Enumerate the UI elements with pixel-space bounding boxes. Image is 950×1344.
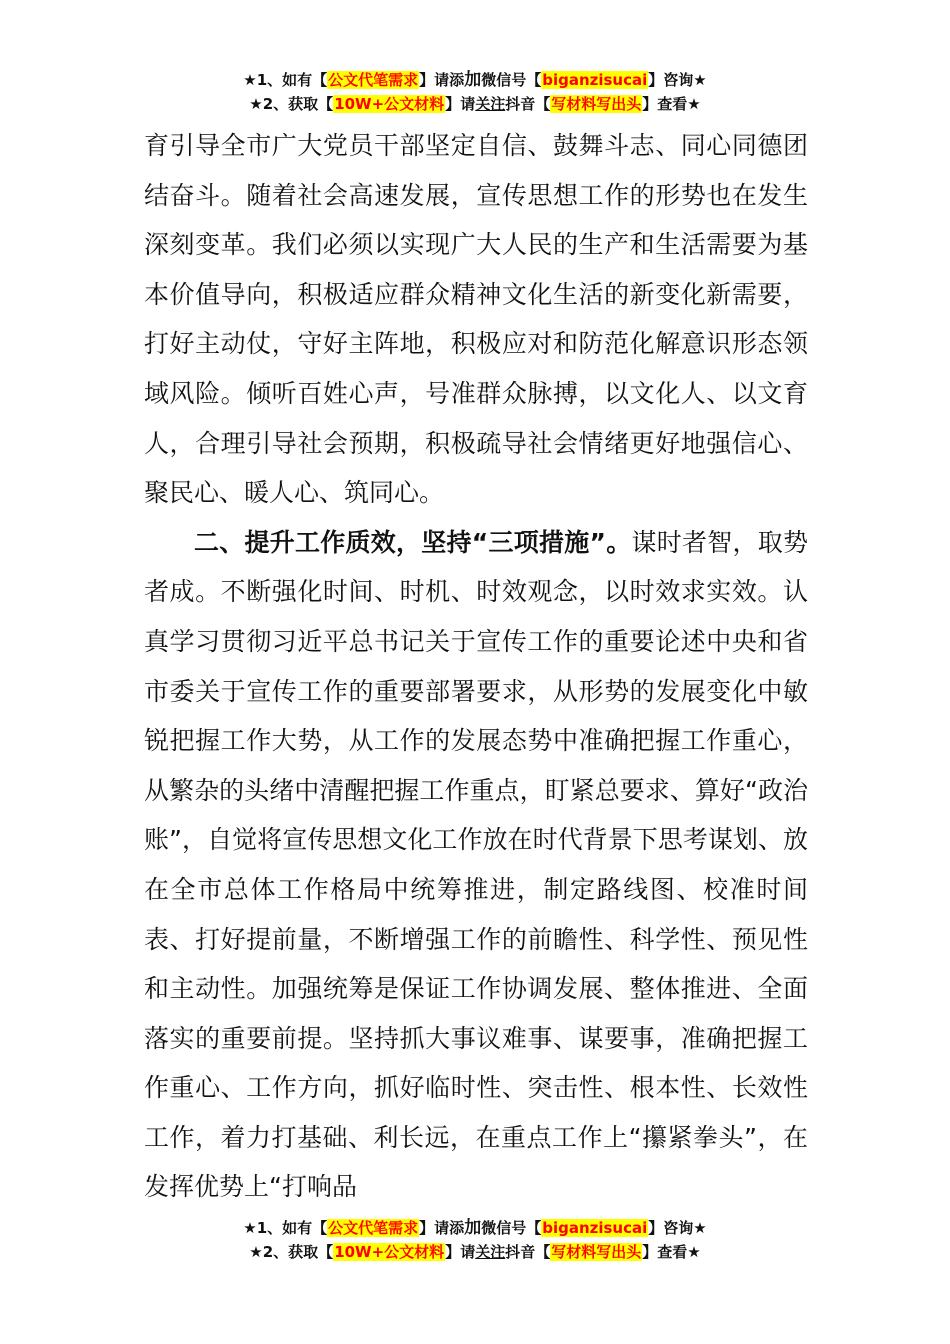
header-line-2-prefix: ★2、获取【 <box>249 95 334 113</box>
header-line-2-emph: 关注 <box>475 95 506 113</box>
header-line-1-mid1: 】请添 <box>419 71 465 89</box>
footer-highlight-service: 公文代笔需求 <box>328 1219 419 1237</box>
footer-line-1-prefix: ★1、如有【 <box>243 1219 328 1237</box>
footer-line-1-mid1: 】请添 <box>419 1219 465 1237</box>
header-line-1 <box>0 68 950 92</box>
footer-line-2 <box>0 1240 950 1264</box>
document-body <box>144 121 808 1212</box>
footer-line-2-emph: 关注 <box>475 1243 506 1261</box>
header-line-1-suffix: 】咨询★ <box>648 71 707 89</box>
header-line-2-mid1: 】请 <box>445 95 476 113</box>
header-highlight-wechat-id: biganzisucai <box>542 71 648 89</box>
paragraph-2-text: 谋时者智，取势者成。不断强化时间、时机、时效观念，以时效求实效。认真学习贯彻习近平总书记关于宣传工作的重要论述中央和省市委关于宣传工作的重要部署要求，从形势的发展变化中敏锐把握工作大势，从工作的发展态势中准确把握工作重心，从繁杂的头绪中清醒把握工作重点，盯紧总要求、算好“政治账”，自觉将宣传思想文化工作放在时代背景下思考谋划、放在全市总体工作格局中统筹推进，制定路线图、校准时间表、打好提前量，不断增强工作的前瞻性、科学性、预见性和主动性。加强统筹是保证工作协调发展、整体推进、全面落实的重要前提。坚持抓大事议难事、谋要事，准确把握工作重心、工作方向，抓好临时性、突击性、根本性、长效性工作，着力打基础、利长远，在重点工作上“攥紧拳头”，在发挥优势上“打响品 <box>144 527 808 1202</box>
header-line-1-emph: 加 <box>464 70 482 90</box>
section-heading-2: 二、提升工作质效，坚持“三项措施”。 <box>194 527 632 557</box>
header-line-1-prefix: ★1、如有【 <box>243 71 328 89</box>
footer-line-2-suffix: 】查看★ <box>642 1243 701 1261</box>
header-line-1-mid2: 微信号【 <box>481 71 542 89</box>
footer-line-2-prefix: ★2、获取【 <box>249 1243 334 1261</box>
footer-highlight-douyin: 写材料写出头 <box>551 1243 642 1261</box>
header-line-2-suffix: 】查看★ <box>642 95 701 113</box>
header-highlight-materials: 10W+公文材料 <box>334 95 445 113</box>
header-line-2 <box>0 92 950 116</box>
header-line-2-mid2: 抖音【 <box>505 95 551 113</box>
footer-banner <box>0 1216 950 1264</box>
footer-line-2-mid2: 抖音【 <box>505 1243 551 1261</box>
footer-line-1-mid2: 微信号【 <box>481 1219 542 1237</box>
footer-line-1-emph: 加 <box>464 1218 482 1238</box>
footer-line-2-mid1: 】请 <box>445 1243 476 1261</box>
footer-highlight-materials: 10W+公文材料 <box>334 1243 445 1261</box>
footer-line-1-suffix: 】咨询★ <box>648 1219 707 1237</box>
paragraph-1: 育引导全市广大党员干部坚定自信、鼓舞斗志、同心同德团结奋斗。随着社会高速发展，宣传思想工作的形势也在发生深刻变革。我们必须以实现广大人民的生产和生活需要为基本价值导向，积极适应群众精神文化生活的新变化新需要，打好主动仗，守好主阵地，积极应对和防范化解意识形态领域风险。倾听百姓心声，号准群众脉搏，以文化人、以文育人，合理引导社会预期，积极疏导社会情绪更好地强信心、聚民心、暖人心、筑同心。 <box>144 131 808 508</box>
footer-line-1 <box>0 1216 950 1240</box>
paragraph-2 <box>144 518 808 1212</box>
header-highlight-douyin: 写材料写出头 <box>551 95 642 113</box>
header-banner <box>0 68 950 116</box>
header-highlight-service: 公文代笔需求 <box>328 71 419 89</box>
footer-highlight-wechat-id: biganzisucai <box>542 1219 648 1237</box>
